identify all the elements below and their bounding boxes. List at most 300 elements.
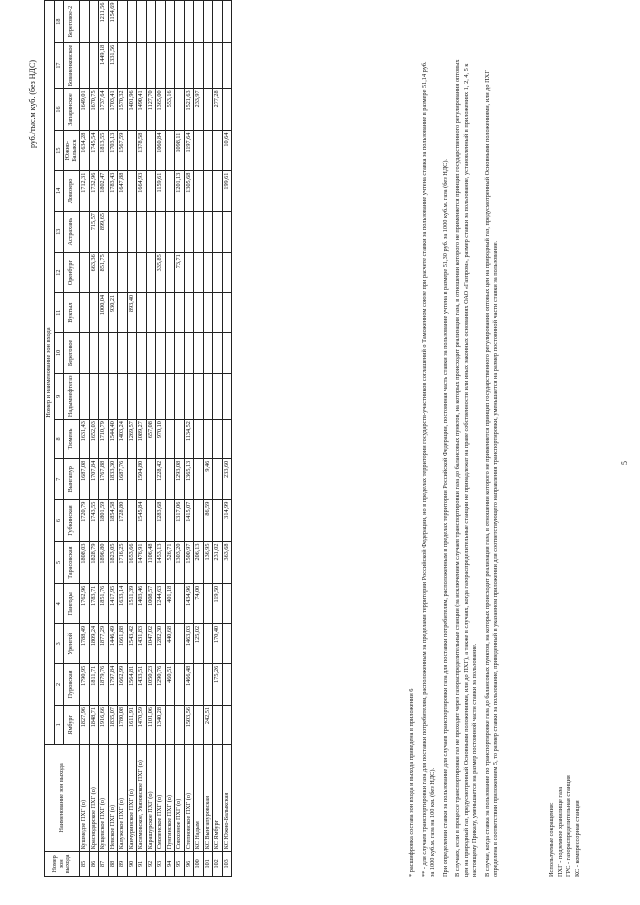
table-cell: 1545,84 — [137, 500, 147, 542]
row-name: Кущевское ПХГ (о) — [99, 745, 109, 852]
table-cell — [165, 211, 175, 252]
table-cell: 136,95 — [203, 542, 213, 584]
table-cell: 1564,81 — [127, 664, 137, 705]
table-cell — [118, 252, 128, 293]
table-cell — [175, 664, 185, 705]
table-cell — [194, 332, 204, 373]
entry-number: 6 — [54, 500, 64, 542]
table-cell: 1476,91 — [137, 542, 147, 584]
row-number: 101 — [203, 851, 213, 876]
row-name: КС Вынгапуровская — [203, 745, 213, 852]
table-cell — [194, 419, 204, 459]
entry-name: Пангоды — [64, 584, 80, 624]
table-cell: 1833,30 — [108, 459, 118, 500]
table-cell — [165, 1, 175, 43]
table-row — [108, 1, 118, 877]
table-cell — [194, 211, 204, 252]
table-cell — [203, 171, 213, 211]
table-cell — [165, 332, 175, 373]
table-cell — [175, 43, 185, 89]
table-cell: 1808,03 — [80, 542, 90, 584]
table-cell: 1728,80 — [118, 500, 128, 542]
table-cell — [80, 373, 90, 419]
table-cell — [127, 211, 137, 252]
abbreviation-item: ГРС - газораспределительная станция — [565, 775, 572, 877]
row-name: Кушмедзе ПХГ (о) — [80, 745, 90, 852]
table-cell: 526,71 — [165, 542, 175, 584]
entry-number: 11 — [54, 293, 64, 333]
table-cell — [222, 419, 232, 459]
table-cell: 1504,80 — [137, 459, 147, 500]
table-cell: 1244,63 — [156, 584, 166, 624]
table-cell: 1710,79 — [99, 419, 109, 459]
table-cell — [222, 624, 232, 664]
table-cell — [156, 43, 166, 89]
table-cell: 231,02 — [213, 542, 223, 584]
table-cell: 1050,23 — [146, 664, 156, 705]
table-cell: 1106,48 — [146, 542, 156, 584]
table-cell — [175, 211, 185, 252]
table-cell: 86,59 — [203, 500, 213, 542]
table-cell: 1378,58 — [137, 131, 147, 171]
row-number: 93 — [156, 851, 166, 876]
table-cell — [194, 500, 204, 542]
col-header-name: Наименование зон выхода — [45, 745, 80, 852]
table-cell: 363,68 — [222, 542, 232, 584]
table-cell — [213, 43, 223, 89]
entry-name: Ловозеро — [64, 171, 80, 211]
table-cell: 1403,24 — [118, 419, 128, 459]
table-cell: 1543,42 — [127, 624, 137, 664]
table-cell — [175, 332, 185, 373]
table-cell — [156, 1, 166, 43]
table-cell: 1720,79 — [80, 500, 90, 542]
row-name: Степновское ПХГ (о) — [184, 745, 194, 852]
table-cell: 119,50 — [213, 584, 223, 624]
table-cell — [222, 211, 232, 252]
table-cell: 1703,41 — [108, 88, 118, 130]
footnote: В случаях, если в процессе транспортировки газ не проходит через газораспределительные станции (за исключением случаев транспортировки газа до балансовых пунктов, на которых происходит реализация газа, в отношении которого не применяется принцип государственного регулирования оптовых цен на природный газ, предусмотренный Основными положениями, или до ПХГ), а также в случаях, когда газораспределительные станции не принадлежат на праве собственности или иных законных основаниях ОАО «Газпром», размер ставки за пользование, установленный в приложениях 1, 2, 4, 5 к настоящему Приказу, уменьшается на размер постоянной части ставки за пользование. — [454, 59, 478, 877]
table-cell — [80, 211, 90, 252]
table-cell: 1127,70 — [146, 88, 156, 130]
table-cell — [194, 43, 204, 89]
table-cell: 1008,57 — [146, 584, 156, 624]
table-cell — [203, 584, 213, 624]
entry-name: Оренбург — [64, 252, 80, 293]
table-cell — [213, 500, 223, 542]
table-cell: 1503,56 — [184, 705, 194, 745]
entry-number: 12 — [54, 252, 64, 293]
table-cell — [194, 373, 204, 419]
table-cell: 893,40 — [127, 293, 137, 333]
entry-name: Пуровская — [64, 664, 80, 705]
table-cell — [137, 1, 147, 43]
table-cell: 1745,54 — [89, 131, 99, 171]
table-cell — [146, 332, 156, 373]
table-cell — [175, 88, 185, 130]
table-cell — [213, 211, 223, 252]
table-cell — [80, 43, 90, 89]
table-cell: 175,26 — [213, 664, 223, 705]
table-row — [165, 1, 175, 877]
table-cell: 1877,29 — [99, 624, 109, 664]
table-cell: 199,61 — [222, 171, 232, 211]
table-cell: 460,51 — [165, 664, 175, 705]
table-cell — [146, 211, 156, 252]
table-cell — [137, 211, 147, 252]
table-cell: 1664,93 — [137, 171, 147, 211]
table-cell — [165, 419, 175, 459]
table-cell: 10,64 — [222, 131, 232, 171]
table-cell — [184, 252, 194, 293]
abbreviation-item: КС - компрессорная станция — [573, 800, 581, 877]
table-cell: 1631,43 — [80, 419, 90, 459]
table-cell: 1228,42 — [156, 459, 166, 500]
entry-name: Ямбург — [64, 705, 80, 745]
row-number: 89 — [118, 851, 128, 876]
table-cell: 1269,57 — [127, 419, 137, 459]
row-name: Смоленское ПХГ (о) — [156, 745, 166, 852]
table-cell: 1835,07 — [108, 705, 118, 745]
entry-number: 14 — [54, 171, 64, 211]
table-cell — [146, 1, 156, 43]
table-cell: 1851,76 — [99, 584, 109, 624]
table-cell — [146, 43, 156, 89]
table-cell: 1282,30 — [156, 624, 166, 664]
table-cell: 1201,13 — [175, 171, 185, 211]
table-cell — [194, 705, 204, 745]
table-row — [156, 1, 166, 877]
table-cell: 9,46 — [203, 459, 213, 500]
table-cell — [89, 1, 99, 43]
table-cell — [203, 252, 213, 293]
table-cell: 1101,06 — [146, 705, 156, 745]
table-cell: 715,57 — [89, 211, 99, 252]
table-cell — [156, 332, 166, 373]
table-cell — [213, 171, 223, 211]
table-row — [184, 1, 194, 877]
table-cell: 1687,76 — [118, 459, 128, 500]
table-row — [222, 1, 232, 877]
row-name: Невское ПХГ (о) — [108, 745, 118, 852]
table-cell: 1134,52 — [184, 419, 194, 459]
row-name: КС Надым — [194, 745, 204, 852]
table-cell: 1470,59 — [137, 705, 147, 745]
tariff-table — [44, 0, 232, 877]
table-cell: 170,40 — [213, 624, 223, 664]
table-cell — [203, 88, 213, 130]
table-cell — [203, 293, 213, 333]
entry-number: 7 — [54, 459, 64, 500]
table-cell — [165, 705, 175, 745]
entry-name: Вынгапур — [64, 459, 80, 500]
table-cell: 125,02 — [194, 624, 204, 664]
row-name: КС Южно-Балыкская — [222, 745, 232, 852]
table-cell: 1661,88 — [118, 624, 128, 664]
table-cell: 1197,64 — [184, 131, 194, 171]
table-cell — [184, 293, 194, 333]
row-name: КС Ямбург — [213, 745, 223, 852]
table-cell: 440,68 — [165, 624, 175, 664]
table-cell: 335,85 — [156, 252, 166, 293]
entry-name: Тюмень — [64, 419, 80, 459]
table-cell — [213, 373, 223, 419]
row-number: 92 — [146, 851, 156, 876]
row-name: Карашурское ПХГ (о) — [146, 745, 156, 852]
table-cell: 1828,79 — [89, 542, 99, 584]
table-cell — [213, 252, 223, 293]
table-cell — [146, 373, 156, 419]
table-cell — [127, 500, 137, 542]
table-cell: 1449,18 — [99, 43, 109, 89]
table-cell — [137, 43, 147, 89]
table-cell: 1790,95 — [80, 664, 90, 705]
entry-name: Надымнефтегаз — [64, 373, 80, 419]
table-cell: 1500,97 — [184, 542, 194, 584]
table-cell: 1879,76 — [99, 664, 109, 705]
table-cell: 1431,83 — [137, 624, 147, 664]
table-row — [213, 1, 223, 877]
table-cell — [203, 373, 213, 419]
row-number: 95 — [175, 851, 185, 876]
table-cell — [203, 131, 213, 171]
table-cell: 1365,13 — [184, 459, 194, 500]
table-cell: 1446,49 — [108, 624, 118, 664]
table-cell — [222, 293, 232, 333]
table-cell: 1331,56 — [108, 43, 118, 89]
table-cell: 1737,64 — [99, 88, 109, 130]
table-cell — [175, 705, 185, 745]
abbreviations — [548, 775, 582, 877]
entry-number: 18 — [54, 1, 64, 43]
table-cell — [203, 1, 213, 43]
row-name: Канчуринское ПХГ (о) — [127, 745, 137, 852]
table-cell: 1652,03 — [89, 419, 99, 459]
table-cell: 1211,56 — [99, 1, 109, 43]
row-number: 96 — [184, 851, 194, 876]
row-number: 91 — [137, 851, 147, 876]
table-cell — [203, 624, 213, 664]
table-cell: 1848,71 — [89, 705, 99, 745]
table-cell: 1743,55 — [89, 500, 99, 542]
table-cell — [127, 171, 137, 211]
table-cell — [194, 664, 204, 705]
table-cell — [194, 171, 204, 211]
table-cell — [203, 664, 213, 705]
table-cell — [89, 43, 99, 89]
entry-name: Тарасовская — [64, 542, 80, 584]
table-cell: 1463,03 — [184, 624, 194, 664]
table-cell — [184, 332, 194, 373]
group-header: Номер и наименование зон входа — [45, 1, 55, 745]
table-cell: 1896,80 — [99, 542, 109, 584]
footnotes — [408, 57, 505, 877]
page-mark: 5 — [620, 461, 629, 465]
table-cell: 1159,61 — [156, 171, 166, 211]
table-cell — [146, 459, 156, 500]
table-cell — [165, 500, 175, 542]
table-row — [89, 1, 99, 877]
table-cell — [184, 1, 194, 43]
table-cell: 1317,06 — [175, 500, 185, 542]
table-cell: 1670,75 — [89, 88, 99, 130]
table-cell: 1703,13 — [108, 131, 118, 171]
table-cell: 1303,20 — [175, 542, 185, 584]
table-cell — [184, 43, 194, 89]
table-cell: 1490,41 — [137, 88, 147, 130]
entry-name: Уренгой — [64, 624, 80, 664]
table-cell: 1813,55 — [99, 131, 109, 171]
row-name: Калужское ПХГ (о) — [118, 745, 128, 852]
table-cell: 1762,96 — [80, 584, 90, 624]
table-cell — [222, 705, 232, 745]
table-cell — [222, 252, 232, 293]
row-number: 94 — [165, 851, 175, 876]
table-cell: 1662,99 — [118, 664, 128, 705]
table-cell: 1047,02 — [146, 624, 156, 664]
entry-name: Береговое-2 — [64, 1, 80, 43]
table-cell: 1647,88 — [118, 171, 128, 211]
entry-name: Бованенковское — [64, 43, 80, 89]
table-cell — [194, 252, 204, 293]
table-row — [99, 1, 109, 877]
table-cell: 314,99 — [222, 500, 232, 542]
table-cell — [213, 1, 223, 43]
table-cell — [175, 419, 185, 459]
table-cell — [127, 459, 137, 500]
table-cell — [222, 664, 232, 705]
row-number: 85 — [80, 851, 90, 876]
table-cell: 1417,95 — [108, 584, 118, 624]
entry-number: 2 — [54, 664, 64, 705]
entry-number: 16 — [54, 88, 64, 130]
table-cell: 1687,08 — [80, 459, 90, 500]
table-cell — [127, 332, 137, 373]
table-cell: 1802,47 — [99, 171, 109, 211]
table-cell — [213, 419, 223, 459]
row-number: 87 — [99, 851, 109, 876]
row-number: 90 — [127, 851, 137, 876]
table-cell — [165, 43, 175, 89]
table-cell: 1434,96 — [184, 584, 194, 624]
table-cell: 1154,69 — [108, 1, 118, 43]
table-cell: 1823,05 — [108, 542, 118, 584]
table-cell — [118, 293, 128, 333]
table-row — [80, 1, 90, 877]
table-cell — [80, 1, 90, 43]
table-cell: 1567,59 — [118, 131, 128, 171]
table-cell — [213, 293, 223, 333]
table-cell: 1000,04 — [99, 293, 109, 333]
table-cell — [146, 252, 156, 293]
table-cell — [222, 1, 232, 43]
table-cell — [118, 43, 128, 89]
table-cell: 1767,88 — [99, 459, 109, 500]
table-cell — [203, 211, 213, 252]
table-cell — [165, 131, 175, 171]
table-cell: 553,16 — [165, 88, 175, 130]
entry-number: 9 — [54, 373, 64, 419]
entry-number: 15 — [54, 131, 64, 171]
table-cell — [156, 373, 166, 419]
entry-number: 5 — [54, 542, 64, 584]
row-name: Совхозное ПХГ (о) — [175, 745, 185, 852]
table-cell: 1403,46 — [137, 584, 147, 624]
table-cell — [222, 584, 232, 624]
table-cell — [89, 293, 99, 333]
table-cell: 1780,08 — [118, 705, 128, 745]
table-cell — [156, 211, 166, 252]
entry-number: 3 — [54, 624, 64, 664]
table-cell: 242,51 — [203, 705, 213, 745]
table-cell: 1365,00 — [156, 88, 166, 130]
table-cell: 1634,28 — [80, 131, 90, 171]
table-cell: 1732,96 — [89, 171, 99, 211]
table-cell — [156, 293, 166, 333]
table-row — [137, 1, 147, 877]
table-cell: 1827,96 — [80, 705, 90, 745]
table-cell: 1788,49 — [80, 624, 90, 664]
col-header-number: Номер зон выхода — [45, 851, 80, 876]
table-cell — [127, 1, 137, 43]
row-name: Касимовское, Увязовское ПХГ (о) — [137, 745, 147, 852]
table-cell: 1415,07 — [184, 500, 194, 542]
table-cell — [194, 1, 204, 43]
table-cell: 851,75 — [99, 252, 109, 293]
table-row — [146, 1, 156, 877]
table-cell: 1707,84 — [89, 459, 99, 500]
table-cell — [108, 211, 118, 252]
entry-number: 4 — [54, 584, 64, 624]
footnote: * расшифровка состава зон входа и выхода приведена в приложении 6 — [408, 688, 415, 877]
table-cell: 1283,68 — [156, 500, 166, 542]
footnote: При определении ставки за пользование для случаев транспортировки газа для поставки потребителям, расположенным в пределах территории Российской Федерации, постоянная часть ставки за пользование учтена в размере 51,30 руб. за 1000 куб.м. газа (без НДС). — [441, 159, 449, 877]
table-cell — [165, 373, 175, 419]
table-cell: 1653,66 — [127, 542, 137, 584]
row-number: 88 — [108, 851, 118, 876]
table-cell — [165, 171, 175, 211]
table-cell: 1854,58 — [108, 500, 118, 542]
row-number: 103 — [222, 851, 232, 876]
table-cell: 1521,63 — [184, 88, 194, 130]
table-cell — [184, 373, 194, 419]
table-cell: 663,36 — [89, 252, 99, 293]
table-cell — [203, 43, 213, 89]
table-cell — [184, 211, 194, 252]
table-cell — [127, 43, 137, 89]
table-cell — [146, 171, 156, 211]
table-cell — [222, 373, 232, 419]
row-number: 100 — [194, 851, 204, 876]
table-cell — [118, 332, 128, 373]
table-cell: 930,21 — [108, 293, 118, 333]
table-cell — [146, 500, 156, 542]
table-cell — [146, 131, 156, 171]
table-cell: 1433,51 — [137, 664, 147, 705]
table-row — [203, 1, 213, 877]
table-cell: 1340,28 — [156, 705, 166, 745]
table-cell: 657,08 — [146, 419, 156, 459]
table-cell — [118, 373, 128, 419]
table-cell: 73,71 — [175, 252, 185, 293]
table-row — [175, 1, 185, 877]
table-cell — [203, 332, 213, 373]
table-cell — [165, 459, 175, 500]
row-number: 102 — [213, 851, 223, 876]
table-cell: 233,60 — [222, 459, 232, 500]
table-cell — [99, 332, 109, 373]
table-cell: 1401,96 — [127, 88, 137, 130]
